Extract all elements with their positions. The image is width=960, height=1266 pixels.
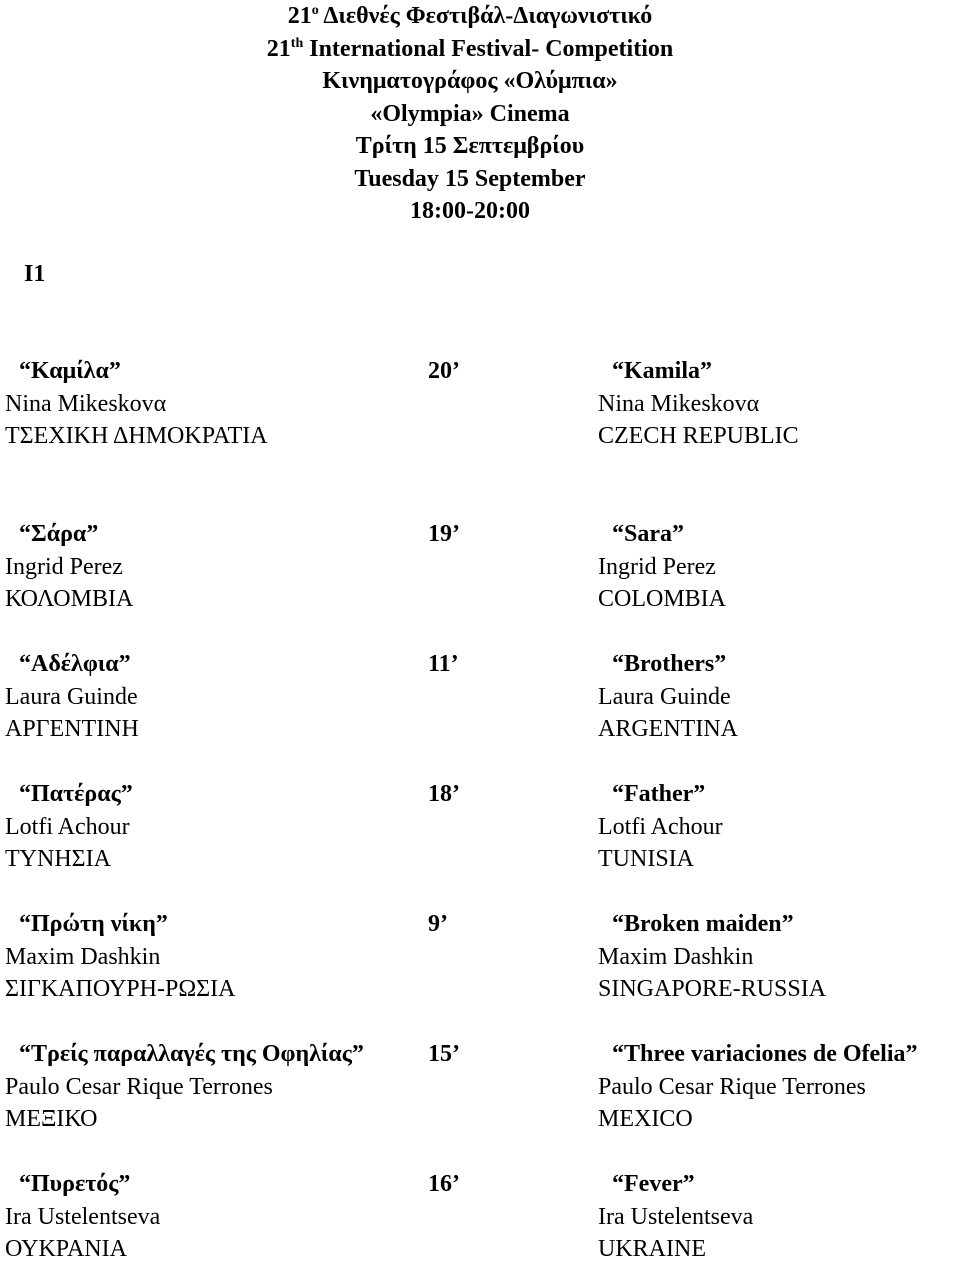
film-duration: 20’: [428, 358, 460, 384]
english-column: [598, 648, 738, 746]
cinema-english: «Olympia» Cinema: [370, 100, 570, 127]
film-title-greek: “Καμίλα”: [19, 358, 121, 384]
country-greek: ΟΥΚΡΑΝΙΑ: [5, 1236, 127, 1262]
director-greek: Lotfi Achour: [5, 813, 130, 840]
film-duration: 9’: [428, 911, 448, 937]
english-column: [598, 1038, 918, 1136]
director-english: Laura Guinde: [598, 683, 731, 710]
greek-column: [5, 908, 235, 1006]
film-title-greek: “Τρείς παραλλαγές της Οφηλίας”: [19, 1041, 364, 1067]
director-english: Nina Mikeskovα: [598, 390, 760, 417]
film-title-english: “Father”: [612, 781, 706, 807]
film-duration: 11’: [428, 651, 459, 677]
cinema-greek: Κινηματογράφος «Ολύμπια»: [322, 68, 618, 94]
film-entry: [0, 778, 960, 876]
film-title-greek: “Πυρετός”: [19, 1171, 131, 1197]
english-column: [598, 778, 723, 876]
greek-column: [5, 355, 268, 453]
director-greek: Maxim Dashkin: [5, 943, 161, 970]
director-greek: Ingrid Perez: [5, 553, 123, 580]
greek-column: [5, 1168, 160, 1266]
country-greek: ΤΥΝΗΣΙΑ: [5, 846, 111, 872]
festival-name-english: International Festival- Competition: [303, 35, 674, 62]
country-english: ARGENTINA: [598, 716, 738, 742]
english-column: [598, 518, 726, 616]
ordinal-suffix-greek: ο: [311, 3, 319, 18]
program-header: [0, 0, 940, 228]
ordinal-suffix-english: th: [290, 35, 304, 51]
country-greek: ΑΡΓΕΝΤΙΝΗ: [5, 716, 139, 742]
director-english: Lotfi Achour: [598, 813, 723, 840]
director-english: Ingrid Perez: [598, 553, 716, 580]
date-english: Tuesday 15 September: [354, 165, 586, 192]
english-column: [598, 355, 799, 453]
session-code: I1: [24, 261, 46, 287]
film-title-greek: “Σάρα”: [19, 521, 99, 547]
date-greek: Τρίτη 15 Σεπτεμβρίου: [355, 133, 585, 159]
country-english: CZECH REPUBLIC: [598, 423, 799, 449]
festival-number-greek: 21: [287, 3, 312, 29]
festival-title-english: [0, 33, 940, 66]
film-entry: [0, 355, 960, 453]
country-greek: ΤΣΕΧΙΚΗ ΔΗΜΟΚΡΑΤΙΑ: [5, 423, 268, 449]
country-english: SINGAPORE-RUSSIA: [598, 976, 827, 1002]
director-greek: Laura Guinde: [5, 683, 138, 710]
country-greek: ΣΙΓΚΑΠΟΥΡΗ-ΡΩΣΙΑ: [5, 976, 236, 1002]
country-english: UKRAINE: [598, 1236, 706, 1262]
greek-column: [5, 648, 139, 746]
film-duration: 15’: [428, 1041, 460, 1067]
festival-name-greek: Διεθνές Φεστιβάλ-Διαγωνιστικό: [318, 3, 653, 29]
film-duration: 19’: [428, 521, 460, 547]
country-greek: ΜΕΞΙΚΟ: [5, 1106, 98, 1132]
film-duration: 16’: [428, 1171, 460, 1197]
festival-number-english: 21: [266, 35, 291, 62]
film-title-english: “Three variaciones de Ofelia”: [612, 1041, 918, 1067]
director-english: Ira Ustelentseva: [598, 1203, 754, 1230]
film-title-english: “Broken maiden”: [612, 911, 794, 937]
festival-title-greek: [0, 0, 940, 33]
greek-column: [5, 778, 133, 876]
english-column: [598, 1168, 753, 1266]
country-english: COLOMBIA: [598, 586, 727, 612]
director-greek: Paulo Cesar Rique Terrones: [5, 1073, 273, 1100]
film-title-greek: “Αδέλφια”: [19, 651, 131, 677]
film-title-english: “Sara”: [612, 521, 684, 547]
director-english: Paulo Cesar Rique Terrones: [598, 1073, 866, 1100]
director-greek: Nina Mikeskovα: [5, 390, 167, 417]
director-english: Maxim Dashkin: [598, 943, 754, 970]
film-entry: [0, 518, 960, 616]
film-title-greek: “Πρώτη νίκη”: [19, 911, 168, 937]
film-entry: [0, 1038, 960, 1136]
film-duration: 18’: [428, 781, 460, 807]
film-title-english: “Kamila”: [612, 358, 712, 384]
greek-column: [5, 518, 133, 616]
english-column: [598, 908, 826, 1006]
film-entry: [0, 648, 960, 746]
film-title-greek: “Πατέρας”: [19, 781, 133, 807]
country-english: MEXICO: [598, 1106, 693, 1132]
film-entry: [0, 908, 960, 1006]
film-entry: [0, 1168, 960, 1266]
film-title-english: “Fever”: [612, 1171, 695, 1197]
country-greek: ΚΟΛΟΜΒΙΑ: [5, 586, 134, 612]
director-greek: Ira Ustelentseva: [5, 1203, 161, 1230]
screening-time: 18:00-20:00: [410, 198, 530, 224]
film-title-english: “Brothers”: [612, 651, 727, 677]
greek-column: [5, 1038, 364, 1136]
country-english: TUNISIA: [598, 846, 694, 872]
